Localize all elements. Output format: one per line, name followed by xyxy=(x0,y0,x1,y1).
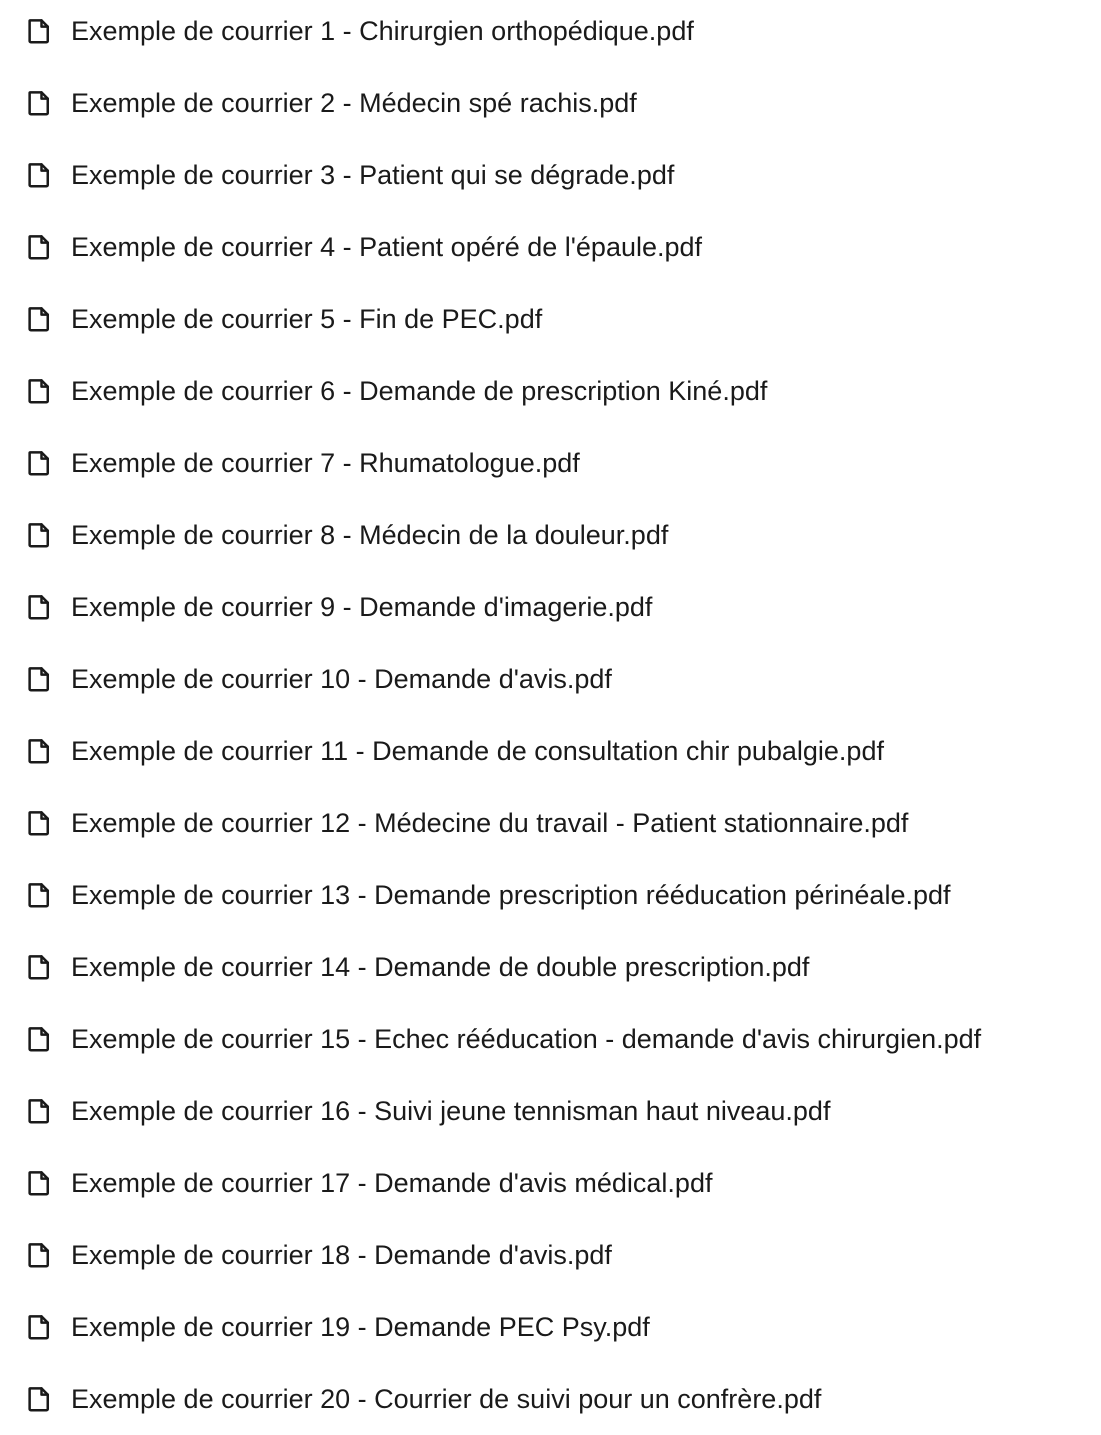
file-name: Exemple de courrier 16 - Suivi jeune tennisman haut niveau.pdf xyxy=(71,1096,831,1126)
file-icon xyxy=(24,1168,54,1198)
file-icon xyxy=(24,1240,54,1270)
file-icon xyxy=(24,160,54,190)
file-icon xyxy=(24,232,54,262)
file-list-item[interactable] xyxy=(0,1003,1101,1075)
file-icon xyxy=(24,880,54,910)
file-list-item[interactable] xyxy=(0,499,1101,571)
file-name: Exemple de courrier 18 - Demande d'avis.pdf xyxy=(71,1240,612,1270)
file-icon xyxy=(24,952,54,982)
file-name: Exemple de courrier 5 - Fin de PEC.pdf xyxy=(71,304,543,334)
file-icon xyxy=(24,1024,54,1054)
file-list-item[interactable] xyxy=(0,67,1101,139)
file-name: Exemple de courrier 11 - Demande de consultation chir pubalgie.pdf xyxy=(71,736,884,766)
file-icon xyxy=(24,736,54,766)
file-name: Exemple de courrier 13 - Demande prescription rééducation périnéale.pdf xyxy=(71,880,951,910)
file-icon xyxy=(24,376,54,406)
file-name: Exemple de courrier 3 - Patient qui se dégrade.pdf xyxy=(71,160,675,190)
file-list-item[interactable] xyxy=(0,211,1101,283)
file-name: Exemple de courrier 2 - Médecin spé rachis.pdf xyxy=(71,88,637,118)
file-list-item[interactable] xyxy=(0,859,1101,931)
file-name: Exemple de courrier 12 - Médecine du travail - Patient stationnaire.pdf xyxy=(71,808,909,838)
file-name: Exemple de courrier 14 - Demande de double prescription.pdf xyxy=(71,952,810,982)
file-icon xyxy=(24,664,54,694)
file-list-item[interactable] xyxy=(0,1075,1101,1147)
file-icon xyxy=(24,808,54,838)
file-name: Exemple de courrier 6 - Demande de prescription Kiné.pdf xyxy=(71,376,768,406)
file-list-item[interactable] xyxy=(0,0,1101,67)
file-name: Exemple de courrier 8 - Médecin de la douleur.pdf xyxy=(71,520,669,550)
file-icon xyxy=(24,592,54,622)
file-list-item[interactable] xyxy=(0,571,1101,643)
file-icon xyxy=(24,1312,54,1342)
file-icon xyxy=(24,16,54,46)
file-list-item[interactable] xyxy=(0,1363,1101,1435)
file-list-item[interactable] xyxy=(0,1219,1101,1291)
file-list-item[interactable] xyxy=(0,427,1101,499)
file-name: Exemple de courrier 19 - Demande PEC Psy.pdf xyxy=(71,1312,650,1342)
file-list-item[interactable] xyxy=(0,1147,1101,1219)
file-list-item[interactable] xyxy=(0,931,1101,1003)
file-name: Exemple de courrier 9 - Demande d'imagerie.pdf xyxy=(71,592,653,622)
file-icon xyxy=(24,88,54,118)
file-name: Exemple de courrier 20 - Courrier de suivi pour un confrère.pdf xyxy=(71,1384,822,1414)
file-list-item[interactable] xyxy=(0,643,1101,715)
file-list-item[interactable] xyxy=(0,1291,1101,1363)
file-name: Exemple de courrier 7 - Rhumatologue.pdf xyxy=(71,448,580,478)
file-name: Exemple de courrier 4 - Patient opéré de l'épaule.pdf xyxy=(71,232,703,262)
file-list-item[interactable] xyxy=(0,139,1101,211)
file-list-item[interactable] xyxy=(0,787,1101,859)
file-name: Exemple de courrier 15 - Echec rééducation - demande d'avis chirurgien.pdf xyxy=(71,1024,982,1054)
file-name: Exemple de courrier 10 - Demande d'avis.pdf xyxy=(71,664,612,694)
file-icon xyxy=(24,304,54,334)
file-icon xyxy=(24,448,54,478)
file-list-item[interactable] xyxy=(0,715,1101,787)
file-list-item[interactable] xyxy=(0,355,1101,427)
file-icon xyxy=(24,520,54,550)
file-icon xyxy=(24,1384,54,1414)
file-icon xyxy=(24,1096,54,1126)
file-name: Exemple de courrier 17 - Demande d'avis médical.pdf xyxy=(71,1168,713,1198)
file-name: Exemple de courrier 1 - Chirurgien orthopédique.pdf xyxy=(71,16,694,46)
file-list-item[interactable] xyxy=(0,283,1101,355)
